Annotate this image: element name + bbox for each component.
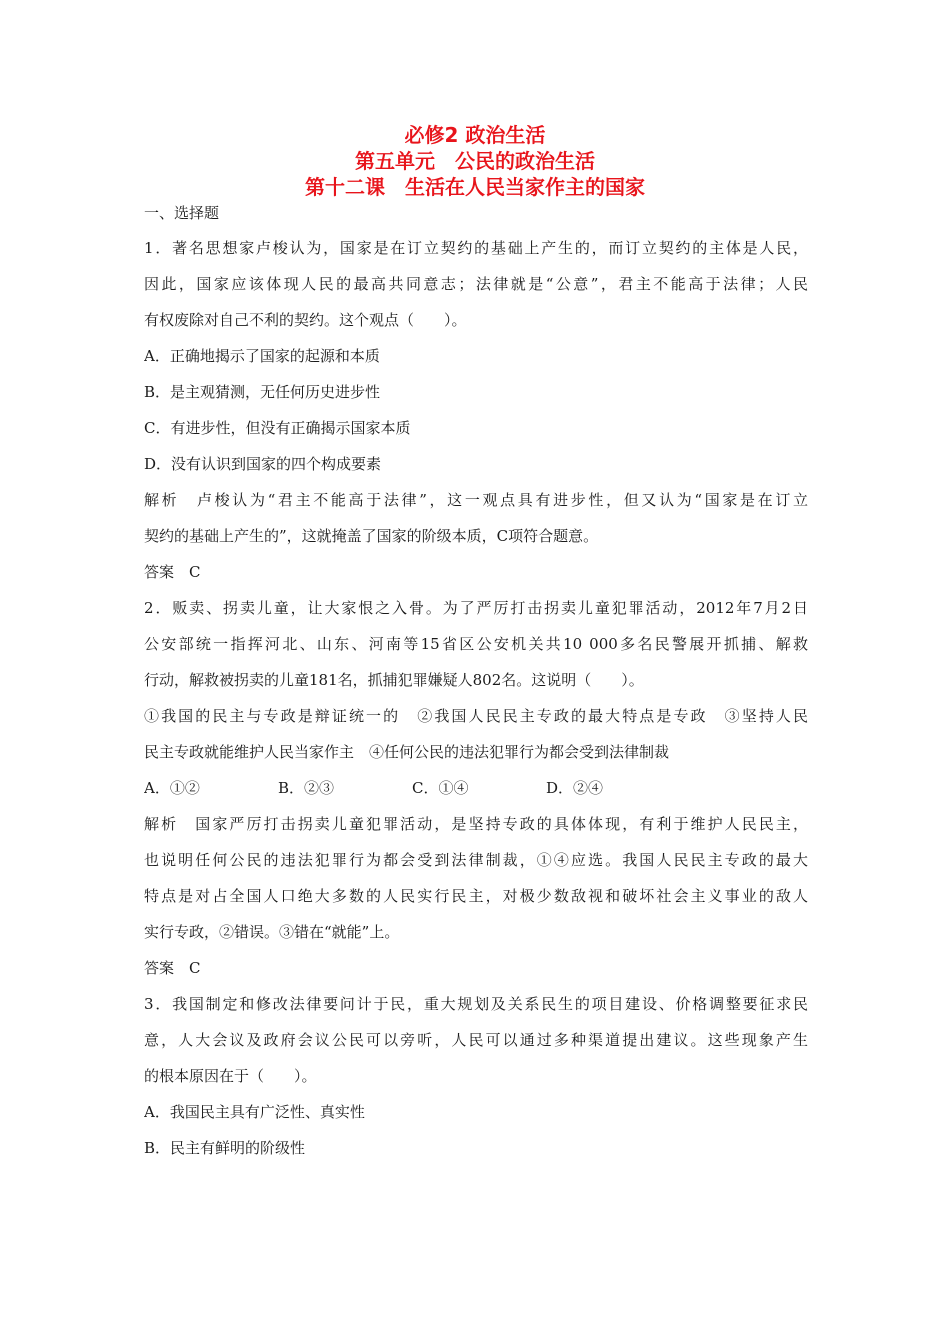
question-stem-line: 有权废除对自己不利的契约。这个观点（ ）。	[144, 311, 467, 329]
option-c: C．有进步性，但没有正确揭示国家本质	[144, 419, 411, 437]
option-a: A．①②	[144, 779, 200, 797]
lesson-title: 第十二课 生活在人民当家作主的国家	[305, 175, 645, 199]
option-b: B．民主有鲜明的阶级性	[144, 1139, 306, 1157]
analysis-line: 契约的基础上产生的”，这就掩盖了国家的阶级本质，C项符合题意。	[144, 527, 599, 545]
answer-line: 答案 C	[144, 563, 201, 581]
options-row	[144, 770, 808, 806]
question-stem-line: 3．我国制定和修改法律要问计于民，重大规划及关系民生的项目建设、价格调整要征求民	[144, 995, 808, 1013]
question-stem-line: 的根本原因在于（ ）。	[144, 1067, 317, 1085]
statement-line: 民主专政就能维护人民当家作主 ④任何公民的违法犯罪行为都会受到法律制裁	[144, 743, 670, 761]
document-title	[0, 122, 950, 200]
analysis-line: 解析 卢梭认为“君主不能高于法律”，这一观点具有进步性，但又认为“国家是在订立	[144, 491, 808, 509]
question-stem-line: 意，人大会议及政府会议公民可以旁听，人民可以通过多种渠道提出建议。这些现象产生	[144, 1031, 808, 1049]
course-title: 必修2 政治生活	[404, 123, 546, 147]
analysis-line: 特点是对占全国人口绝大多数的人民实行民主，对极少数敌视和破坏社会主义事业的敌人	[144, 887, 808, 905]
option-b: B．是主观猜测，无任何历史进步性	[144, 383, 381, 401]
unit-title: 第五单元 公民的政治生活	[355, 149, 595, 173]
question-1	[144, 230, 808, 590]
answer-line: 答案 C	[144, 959, 201, 977]
document-body	[144, 200, 808, 1166]
question-2	[144, 590, 808, 986]
option-a: A．正确地揭示了国家的起源和本质	[144, 347, 380, 365]
question-stem-line: 1．著名思想家卢梭认为，国家是在订立契约的基础上产生的，而订立契约的主体是人民，	[144, 239, 808, 257]
option-a: A．我国民主具有广泛性、真实性	[144, 1103, 365, 1121]
section-heading: 一、选择题	[144, 204, 220, 222]
analysis-line: 也说明任何公民的违法犯罪行为都会受到法律制裁，①④应选。我国人民民主专政的最大	[144, 851, 808, 869]
option-d: D．没有认识到国家的四个构成要素	[144, 455, 382, 473]
question-stem-line: 因此，国家应该体现人民的最高共同意志；法律就是“公意”，君主不能高于法律；人民	[144, 275, 808, 293]
option-d: D．②④	[546, 779, 604, 797]
question-stem-line: 公安部统一指挥河北、山东、河南等15省区公安机关共10 000多名民警展开抓捕、解救	[144, 635, 808, 653]
statement-line: ①我国的民主与专政是辩证统一的 ②我国人民民主专政的最大特点是专政 ③坚持人民	[144, 707, 808, 725]
question-stem-line: 行动，解救被拐卖的儿童181名，抓捕犯罪嫌疑人802名。这说明（ ）。	[144, 671, 644, 689]
question-stem-line: 2．贩卖、拐卖儿童，让大家恨之入骨。为了严厉打击拐卖儿童犯罪活动，2012年7月2日	[144, 599, 808, 617]
analysis-line: 解析 国家严厉打击拐卖儿童犯罪活动，是坚持专政的具体体现，有利于维护人民民主，	[144, 815, 808, 833]
option-b: B．②③	[278, 779, 335, 797]
question-3	[144, 986, 808, 1166]
option-c: C．①④	[412, 779, 469, 797]
analysis-line: 实行专政，②错误。③错在“就能”上。	[144, 923, 400, 941]
